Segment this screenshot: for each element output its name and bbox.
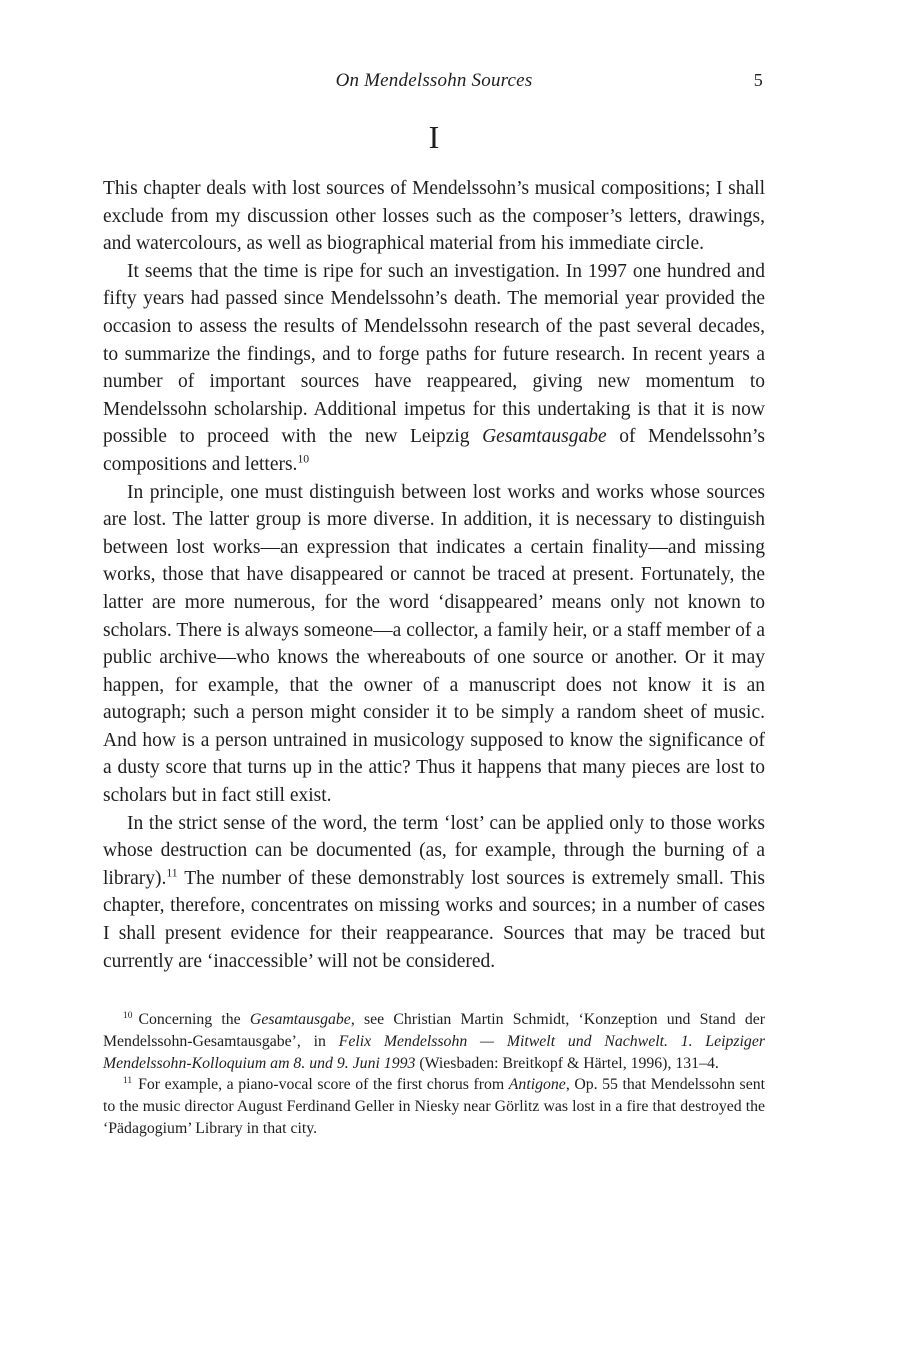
body-paragraph: In principle, one must distinguish between lost works and works whose sources are lost. The latter group is more diverse. In addition, it is necessary to distinguish between lost works—an expression that indicates a certain finality—and missing works, those that have disappeared or cannot be traced at present. Fortunately, the latter are more numerous, for the word ‘disappeared’ means only not known to scholars. There is always someone—a collector, a family heir, or a staff member of a public archive—who knows the whereabouts of one source or another. Or it may happen, for example, that the owner of a manuscript does not know it is an autograph; such a person might consider it to be simply a random sheet of music. And how is a person untrained in musicology supposed to know the significance of a dusty score that turns up in the attic? Thus it happens that many pieces are lost to scholars but in fact still exist. <box>103 481 765 807</box>
footnote: $^{11}$ For example, a piano-vocal score of the first chorus from Antigone, Op. 55 that Mendelssohn sent to the music director August Ferdinand Geller in Niesky near Görlitz was lost in a fire that destroyed the ‘Pädagogium’ Library in that city. <box>103 1076 765 1137</box>
section-heading: I <box>428 119 440 155</box>
body-paragraph: In the strict sense of the word, the term ‘lost’ can be applied only to those works whose destruction can be documented (as, for example, through the burning of a library).$^{11}$ The number of these demonstrably lost sources is extremely small. This chapter, therefore, concentrates on missing works and sources; in a number of cases I shall present evidence for their reappearance. Sources that may be traced but currently are ‘inaccessible’ will not be considered. <box>103 812 765 972</box>
page-number: 5 <box>753 70 763 90</box>
footnote: $^{10}$ Concerning the Gesamtausgabe, see Christian Martin Schmidt, ‘Konzeption und Stand der Mendelssohn-Gesamtausgabe’, in Felix Mendelssohn — Mitwelt und Nachwelt. 1. Leipziger Mendelssohn-Kolloquium am 8. und 9. Juni 1993 (Wiesbaden: Breitkopf & Härtel, 1996), 131–4. <box>103 1010 765 1072</box>
footnotes-block <box>103 1009 765 1139</box>
body-text <box>103 175 765 975</box>
running-header <box>103 70 765 96</box>
running-header-title: On Mendelssohn Sources <box>335 70 533 91</box>
body-paragraph: This chapter deals with lost sources of Mendelssohn’s musical compositions; I shall exclude from my discussion other losses such as the composer’s letters, drawings, and watercolours, as well as biographical material from his immediate circle. <box>103 178 765 255</box>
body-paragraph: It seems that the time is ripe for such an investigation. In 1997 one hundred and fifty years had passed since Mendelssohn’s death. The memorial year provided the occasion to assess the results of Mendelssohn research of the past several decades, to summarize the findings, and to forge paths for future research. In recent years a number of important sources have reappeared, giving new momentum to Mendelssohn scholarship. Additional impetus for this undertaking is that it is now possible to proceed with the new Leipzig Gesamtausgabe of Mendelssohn’s compositions and letters.$^{10}$ <box>103 260 765 475</box>
